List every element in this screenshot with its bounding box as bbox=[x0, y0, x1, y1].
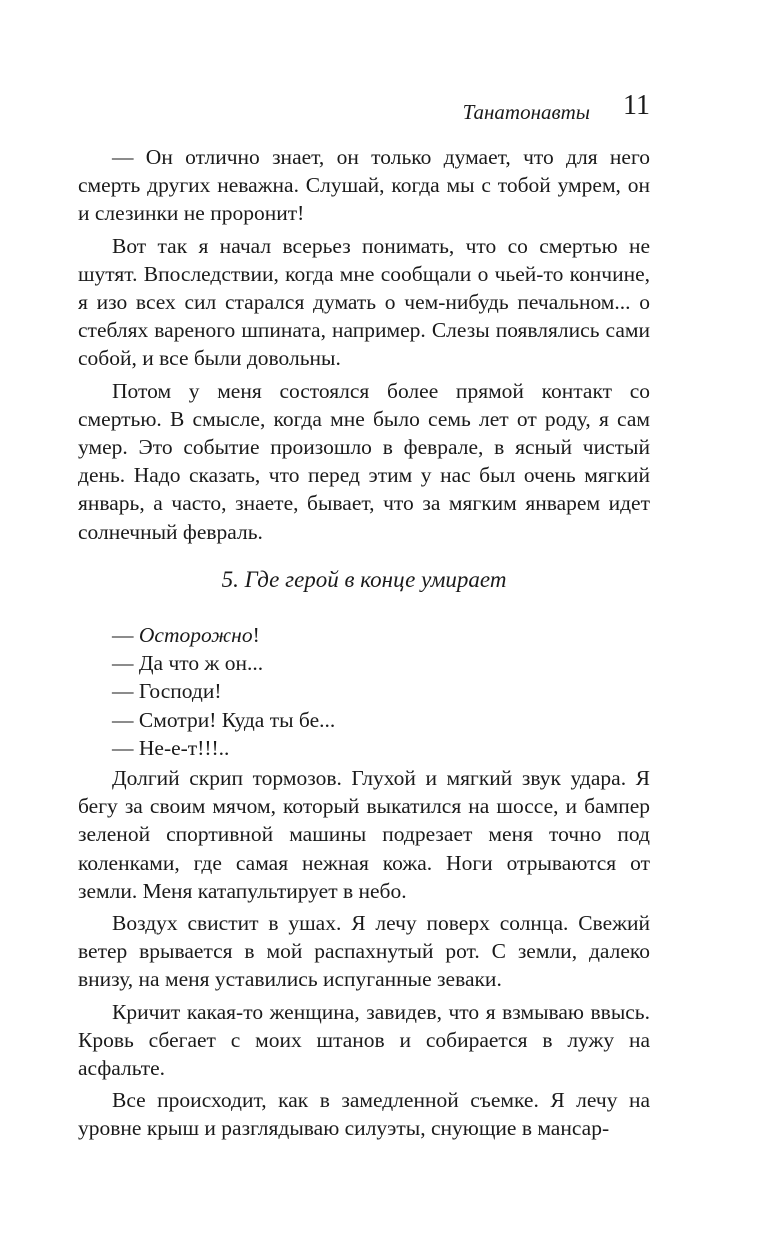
running-title: Танатонавты bbox=[462, 100, 590, 124]
section-text-top bbox=[78, 143, 650, 546]
dialog-line: — Осторожно! bbox=[112, 623, 260, 647]
emphasized-word: Осторожно bbox=[138, 623, 253, 647]
dialog-line: — Господи! bbox=[112, 679, 222, 704]
paragraph: Долгий скрип тормозов. Глухой и мягкий звук удара. Я бегу за своим мячом, который выкатился на шоссе, и бампер зеленой спортивной машины подрезает меня точно под коленками, где самая нежная кожа. Ноги отрываются от земли. Меня катапультирует в небо. bbox=[78, 766, 650, 903]
chapter-text bbox=[78, 621, 650, 1143]
paragraph: — Он отлично знает, он только думает, что для него смерть других неважна. Слушай, когда мы с тобой умрем, он и слезинки не проронит! bbox=[78, 145, 650, 226]
dialog-line: — Смотри! Куда ты бе... bbox=[112, 707, 336, 732]
chapter-heading: 5. Где герой в конце умирает bbox=[221, 567, 507, 592]
paragraph: Все происходит, как в замедленной съемке. Я лечу на уровне крыш и разглядываю силуэты, снующие в мансар- bbox=[78, 1088, 650, 1141]
paragraph: Потом у меня состоялся более прямой контакт со смертью. В смысле, когда мне было семь лет от роду, я сам умер. Это событие произошло в феврале, в ясный чистый день. Надо сказать, что перед этим у нас был очень мягкий январь, а часто, знаете, бывает, что за мягким январем идет солнечный февраль. bbox=[78, 378, 650, 544]
paragraph: Кричит какая-то женщина, завидев, что я взмываю ввысь. Кровь сбегает с моих штанов и собирается в лужу на асфальте. bbox=[78, 999, 650, 1081]
dialog-line: — Не-е-т!!!.. bbox=[112, 735, 230, 760]
page-number: 11 bbox=[623, 90, 650, 121]
paragraph: Воздух свистит в ушах. Я лечу поверх солнца. Свежий ветер врывается в мой распахнутый рот. С земли, далеко внизу, на меня уставились испуганные зеваки. bbox=[78, 911, 650, 992]
dialog-line: — Да что ж он... bbox=[112, 651, 264, 676]
paragraph: Вот так я начал всерьез понимать, что со смертью не шутят. Впоследствии, когда мне сообщали о чьей-то кончине, я изо всех сил старался думать о чем-нибудь печальном... о стеблях вареного шпината, например. Слезы появлялись сами собой, и все были довольны. bbox=[78, 233, 650, 371]
page-header bbox=[78, 88, 650, 128]
